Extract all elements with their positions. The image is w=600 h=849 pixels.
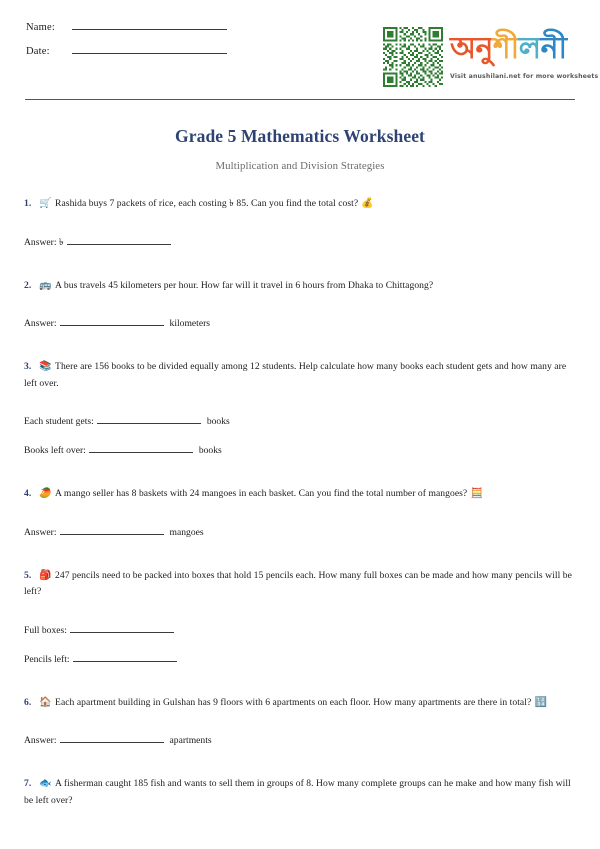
spacer (24, 809, 574, 837)
brand-wordmark (450, 28, 578, 70)
brand-logo (382, 26, 599, 90)
question-item (24, 776, 574, 837)
question-body: 247 pencils need to be packed into boxes that hold 15 pencils each. How many full boxes can be made and how many pencils will be left? (24, 569, 572, 597)
question-text-row (24, 196, 574, 213)
spacer (24, 667, 574, 695)
answer-row (24, 443, 574, 458)
date-field-row (26, 46, 286, 57)
name-field-row (26, 22, 286, 33)
question-number: 2. (24, 279, 32, 291)
answer-unit: apartments (169, 735, 212, 746)
question-item (24, 359, 574, 486)
books-icon: 📚 (39, 361, 56, 372)
spacer (24, 638, 574, 652)
answer-input-line[interactable] (60, 733, 164, 743)
question-item (24, 568, 574, 695)
spacer (24, 540, 574, 568)
fish-icon: 🐟 (39, 778, 56, 789)
answer-row (24, 414, 574, 429)
answer-row (24, 733, 574, 748)
answer-unit: mangoes (169, 526, 204, 538)
brand-letter-7: ন (540, 31, 567, 66)
worksheet-header (0, 0, 600, 78)
question-text-row (24, 776, 574, 809)
spacer (24, 711, 574, 733)
answer-label: Answer: (24, 526, 57, 538)
shopping-cart-icon: 🛒 (39, 198, 56, 209)
spacer (24, 294, 574, 316)
date-input-line[interactable] (72, 53, 227, 54)
spacer (24, 458, 574, 486)
bus-icon: 🚌 (39, 279, 56, 291)
answer-row (24, 235, 574, 250)
name-date-block (26, 22, 286, 57)
answer-label: Pencils left: (24, 653, 70, 665)
abacus-icon: 🧮 (467, 488, 483, 499)
answer-label: Answer: (24, 735, 57, 746)
question-item (24, 278, 574, 360)
question-body: A mango seller has 8 baskets with 24 mangoes in each basket. Can you find the total number of mangoes? (55, 488, 468, 499)
brand-letter-2: ন (475, 31, 493, 66)
name-input-line[interactable] (72, 29, 227, 30)
name-label: Name: (26, 22, 55, 33)
question-body: Rashida buys 7 packets of rice, each costing ৳ 85. Can you find the total cost? (55, 198, 359, 209)
spacer (24, 601, 574, 623)
answer-label: Answer: ৳ (24, 236, 64, 248)
answer-row (24, 525, 574, 540)
house-icon: 🏠 (39, 696, 56, 708)
question-body: There are 156 books to be divided equally among 12 students. Help calculate how many books each student gets and how many are left over. (24, 361, 567, 389)
answer-input-line[interactable] (67, 235, 171, 245)
answer-label: Answer: (24, 318, 57, 329)
spacer (24, 331, 574, 359)
answer-label: Full boxes: (24, 624, 67, 636)
answer-row (24, 316, 574, 331)
spacer (24, 503, 574, 525)
answer-input-line[interactable] (60, 316, 164, 326)
answer-input-line[interactable] (97, 414, 201, 424)
spacer (24, 429, 574, 443)
title-block (0, 126, 600, 172)
brand-letter-6: ল (518, 31, 541, 66)
answer-label: Books left over: (24, 445, 86, 456)
question-number: 5. (24, 569, 32, 581)
answer-input-line[interactable] (89, 443, 193, 453)
spacer (24, 748, 574, 776)
mango-icon: 🥭 (39, 488, 56, 499)
question-number: 3. (24, 361, 32, 372)
question-item (24, 196, 574, 278)
date-label: Date: (26, 46, 50, 57)
spacer (24, 250, 574, 278)
answer-input-line[interactable] (73, 652, 177, 662)
question-number: 1. (24, 198, 32, 209)
brand-tagline: Visit anushilani.net for more worksheets (450, 73, 599, 80)
question-text-row (24, 695, 574, 712)
question-text-row (24, 359, 574, 392)
question-list (0, 196, 600, 837)
question-text-row (24, 568, 574, 601)
spacer (24, 213, 574, 235)
answer-unit: kilometers (169, 318, 211, 329)
answer-input-line[interactable] (70, 623, 174, 633)
question-body: Each apartment building in Gulshan has 9 floors with 6 apartments on each floor. How many apartments are there in total? (55, 696, 532, 708)
answer-row (24, 652, 574, 667)
page-title: Grade 5 Mathematics Worksheet (175, 126, 425, 146)
brand-letter-1: অ (450, 31, 476, 66)
backpack-icon: 🎒 (39, 569, 56, 581)
answer-row (24, 623, 574, 638)
money-bag-icon: 💰 (358, 198, 374, 209)
question-body: A fisherman caught 185 fish and wants to sell them in groups of 8. How many complete groups can he make and how many fish will be left over? (24, 778, 571, 806)
question-text-row (24, 486, 574, 503)
brand-letter-4: শ (492, 31, 519, 66)
page-subtitle: Multiplication and Division Strategies (215, 160, 385, 172)
question-number: 6. (24, 696, 32, 708)
answer-input-line[interactable] (60, 525, 164, 535)
answer-unit: books (198, 445, 222, 456)
answer-label: Each student gets: (24, 416, 94, 427)
question-number: 7. (24, 778, 32, 789)
answer-unit: books (206, 416, 230, 427)
question-body: A bus travels 45 kilometers per hour. How far will it travel in 6 hours from Dhaka to Chittagong? (55, 279, 434, 291)
question-text-row (24, 278, 574, 295)
question-item (24, 695, 574, 777)
qr-code-icon (382, 26, 444, 88)
spacer (24, 392, 574, 414)
question-number: 4. (24, 488, 32, 499)
header-divider (25, 99, 575, 100)
question-item (24, 486, 574, 568)
input-numbers-icon: 🔢 (531, 696, 547, 708)
